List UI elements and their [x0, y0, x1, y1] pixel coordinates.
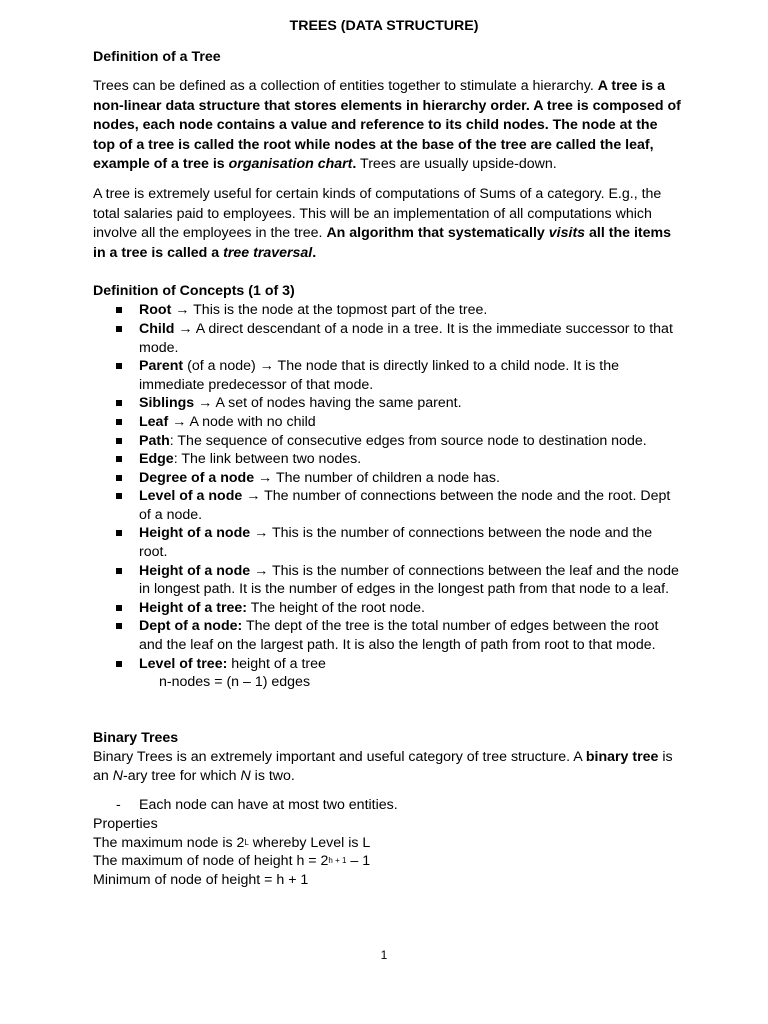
- text-run-italic: N: [112, 768, 123, 785]
- concept-separator: →: [171, 302, 194, 319]
- concept-separator: (of a node) →: [183, 358, 278, 375]
- list-item: [93, 655, 683, 674]
- concepts-list: [93, 301, 683, 673]
- concept-term: Height of a tree:: [139, 599, 247, 616]
- property-max-height: [93, 852, 683, 871]
- list-item: [93, 487, 683, 524]
- concept-text: The height of the root node.: [250, 599, 426, 616]
- concept-term: Leaf: [139, 413, 169, 430]
- square-bullet-icon: [116, 400, 122, 406]
- text-run-bold: binary tree: [585, 748, 659, 765]
- text-run: -ary tree for which: [122, 768, 241, 785]
- concept-text: The dept of the tree is the total number of edges between the root and the leaf on the largest path. It is also the length of path from root to that mode.: [139, 618, 659, 654]
- concept-separator: :: [173, 451, 182, 468]
- concept-term: Height of a node: [139, 562, 251, 579]
- concept-text: The number of children a node has.: [275, 469, 500, 486]
- text-run: is two.: [250, 768, 295, 785]
- text-run-bold: A tree is a non-linear data structure that stores elements in hierarchy order. A tree is composed of nodes, each node contains a value and reference to its child nodes. The node at the top of a tree is called the root while nodes at the base of the tree are called the leaf, example of a tree is: [93, 78, 681, 173]
- square-bullet-icon: [116, 363, 122, 369]
- definition-paragraph-1: [93, 77, 683, 175]
- concept-term: Siblings: [139, 395, 195, 412]
- property-max-node: [93, 834, 683, 853]
- text-run: Binary Trees is an extremely important and useful category of tree structure. A: [93, 748, 586, 765]
- list-item: [93, 413, 683, 432]
- text-run: whereby Level is L: [248, 834, 371, 851]
- concept-separator: →: [254, 469, 276, 486]
- concept-text: This is the number of connections between the leaf and the node in longest path. It is the number of edges in the longest path from that node to a leaf.: [139, 562, 679, 598]
- concept-text: This is the number of connections between the node and the root.: [139, 525, 653, 561]
- text-run-bold-italic: visits: [548, 225, 586, 242]
- square-bullet-icon: [116, 661, 122, 667]
- concept-term: Level of tree:: [139, 655, 228, 672]
- concept-term: Height of a node: [139, 525, 251, 542]
- text-run: Trees can be defined as a collection of entities together to stimulate a hierarchy.: [93, 78, 598, 94]
- text-run-bold: .: [312, 244, 317, 261]
- list-item: [93, 562, 683, 599]
- square-bullet-icon: [116, 419, 122, 425]
- square-bullet-icon: [116, 475, 122, 481]
- concept-separator: →: [194, 395, 216, 412]
- list-item: [93, 301, 683, 320]
- definition-paragraph-2: [93, 185, 683, 263]
- list-item: [93, 450, 683, 469]
- binary-trees-heading: Binary Trees: [93, 729, 179, 746]
- concept-term: Edge: [139, 451, 174, 468]
- text-run: is an: [93, 748, 673, 785]
- square-bullet-icon: [116, 530, 122, 536]
- square-bullet-icon: [116, 456, 122, 462]
- list-item: [93, 357, 683, 394]
- binary-dash-list: [93, 796, 683, 815]
- concept-separator: →: [174, 320, 196, 337]
- property-min-height: Minimum of node of height = h + 1: [93, 871, 309, 888]
- binary-trees-paragraph: [93, 748, 683, 787]
- text-run-bold-italic: organisation chart: [228, 156, 353, 173]
- list-item: [93, 432, 683, 451]
- superscript: L: [244, 837, 249, 847]
- square-bullet-icon: [116, 623, 122, 629]
- concept-text: A node with no child: [189, 413, 316, 430]
- text-run: A tree is extremely useful for certain kinds of computations of Sums of a category. E.g., the total salaries paid to employees. This will be an implementation of all computations which involve all the employees in the tree.: [93, 185, 662, 242]
- properties-label: Properties: [93, 816, 158, 832]
- text-run: The maximum of node of height h = 2: [93, 853, 329, 870]
- concept-separator: :: [169, 432, 178, 449]
- square-bullet-icon: [116, 326, 122, 332]
- list-item: [93, 320, 683, 357]
- concept-text: The sequence of consecutive edges from source node to destination node.: [177, 432, 647, 449]
- square-bullet-icon: [116, 568, 122, 574]
- page-content: [93, 16, 683, 889]
- concept-text: height of a tree: [231, 655, 326, 672]
- dash-item-text: Each node can have at most two entities.: [139, 797, 398, 813]
- text-run-bold: .: [352, 156, 357, 173]
- list-item: [93, 796, 683, 815]
- concept-separator: →: [250, 562, 272, 579]
- list-item: [93, 394, 683, 413]
- concept-text: A set of nodes having the same parent.: [215, 395, 462, 412]
- concepts-heading: Definition of Concepts (1 of 3): [93, 283, 295, 300]
- concept-text: The node that is directly linked to a child node. It is the immediate predecessor of that mode.: [139, 358, 620, 393]
- concept-text: A direct descendant of a node in a tree. It is the immediate successor to that mode.: [139, 320, 673, 356]
- list-item: [93, 524, 683, 561]
- text-run: The maximum node is 2: [93, 834, 245, 851]
- list-item: [93, 599, 683, 618]
- text-run: – 1: [346, 853, 371, 870]
- dash-bullet-icon: -: [116, 797, 121, 813]
- concept-term: Dept of a node:: [139, 618, 243, 635]
- concept-term: Path: [139, 432, 170, 449]
- concept-separator: →: [250, 525, 272, 542]
- concept-text: The link between two nodes.: [181, 451, 362, 468]
- square-bullet-icon: [116, 307, 122, 313]
- definition-heading: Definition of a Tree: [93, 49, 221, 65]
- page-number: 1: [380, 948, 388, 962]
- square-bullet-icon: [116, 493, 122, 499]
- concept-term: Level of a node: [139, 488, 243, 505]
- concept-separator: →: [242, 488, 265, 505]
- concept-term: Parent: [139, 358, 184, 375]
- text-run-bold: An algorithm that systematically: [326, 225, 549, 242]
- text-run: Trees are usually upside-down.: [356, 156, 557, 173]
- concept-term: Root: [139, 302, 172, 319]
- superscript: h + 1: [328, 856, 347, 866]
- square-bullet-icon: [116, 438, 122, 444]
- concept-text: This is the node at the topmost part of the tree.: [193, 302, 488, 319]
- concept-separator: →: [168, 413, 190, 430]
- concept-term: Degree of a node: [139, 469, 255, 486]
- text-run-italic: N: [240, 768, 251, 785]
- square-bullet-icon: [116, 605, 122, 611]
- list-item: [93, 469, 683, 488]
- list-item: [93, 617, 683, 654]
- concept-term: Child: [139, 320, 175, 337]
- document-title: TREES (DATA STRUCTURE): [289, 18, 479, 34]
- edges-formula: n-nodes = (n – 1) edges: [159, 674, 311, 691]
- concept-text: The number of connections between the node and the root. Dept of a node.: [139, 488, 671, 523]
- text-run-bold-italic: tree traversal: [223, 244, 313, 261]
- text-run-bold: all the items in a tree is called a: [93, 225, 672, 261]
